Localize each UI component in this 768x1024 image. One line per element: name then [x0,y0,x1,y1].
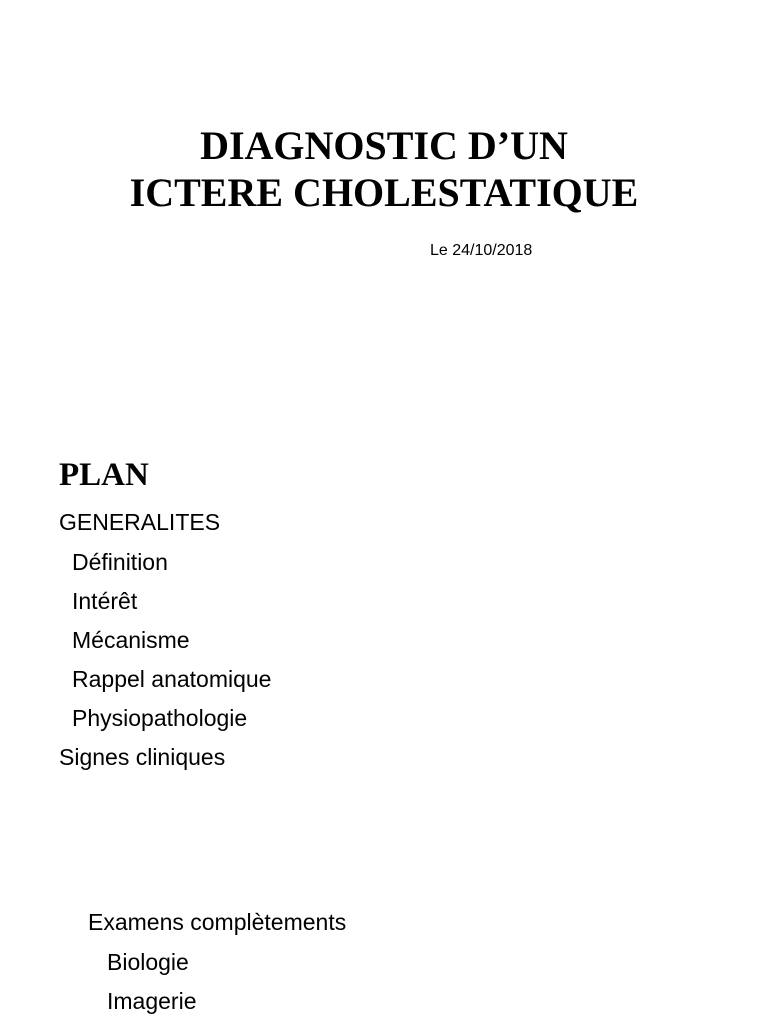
document-date: Le 24/10/2018 [430,242,533,259]
plan-item-physiopathologie: Physiopathologie [72,705,248,731]
plan-item-imagerie: Imagerie [107,988,197,1014]
plan-item-rappel-anatomique: Rappel anatomique [72,666,272,692]
document-title-line-2: ICTERE CHOLESTATIQUE [129,170,639,215]
plan-item-mecanisme: Mécanisme [72,627,190,653]
plan-section-signes-cliniques: Signes cliniques [59,744,226,770]
plan-item-definition: Définition [72,549,168,575]
plan-item-biologie: Biologie [107,949,189,975]
plan-item-interet: Intérêt [72,588,138,614]
plan-heading: PLAN [59,457,149,493]
document-title-line-1: DIAGNOSTIC D’UN [200,123,568,168]
plan-section-examens: Examens complètements [88,909,347,935]
plan-section-generalites: GENERALITES [59,509,221,535]
